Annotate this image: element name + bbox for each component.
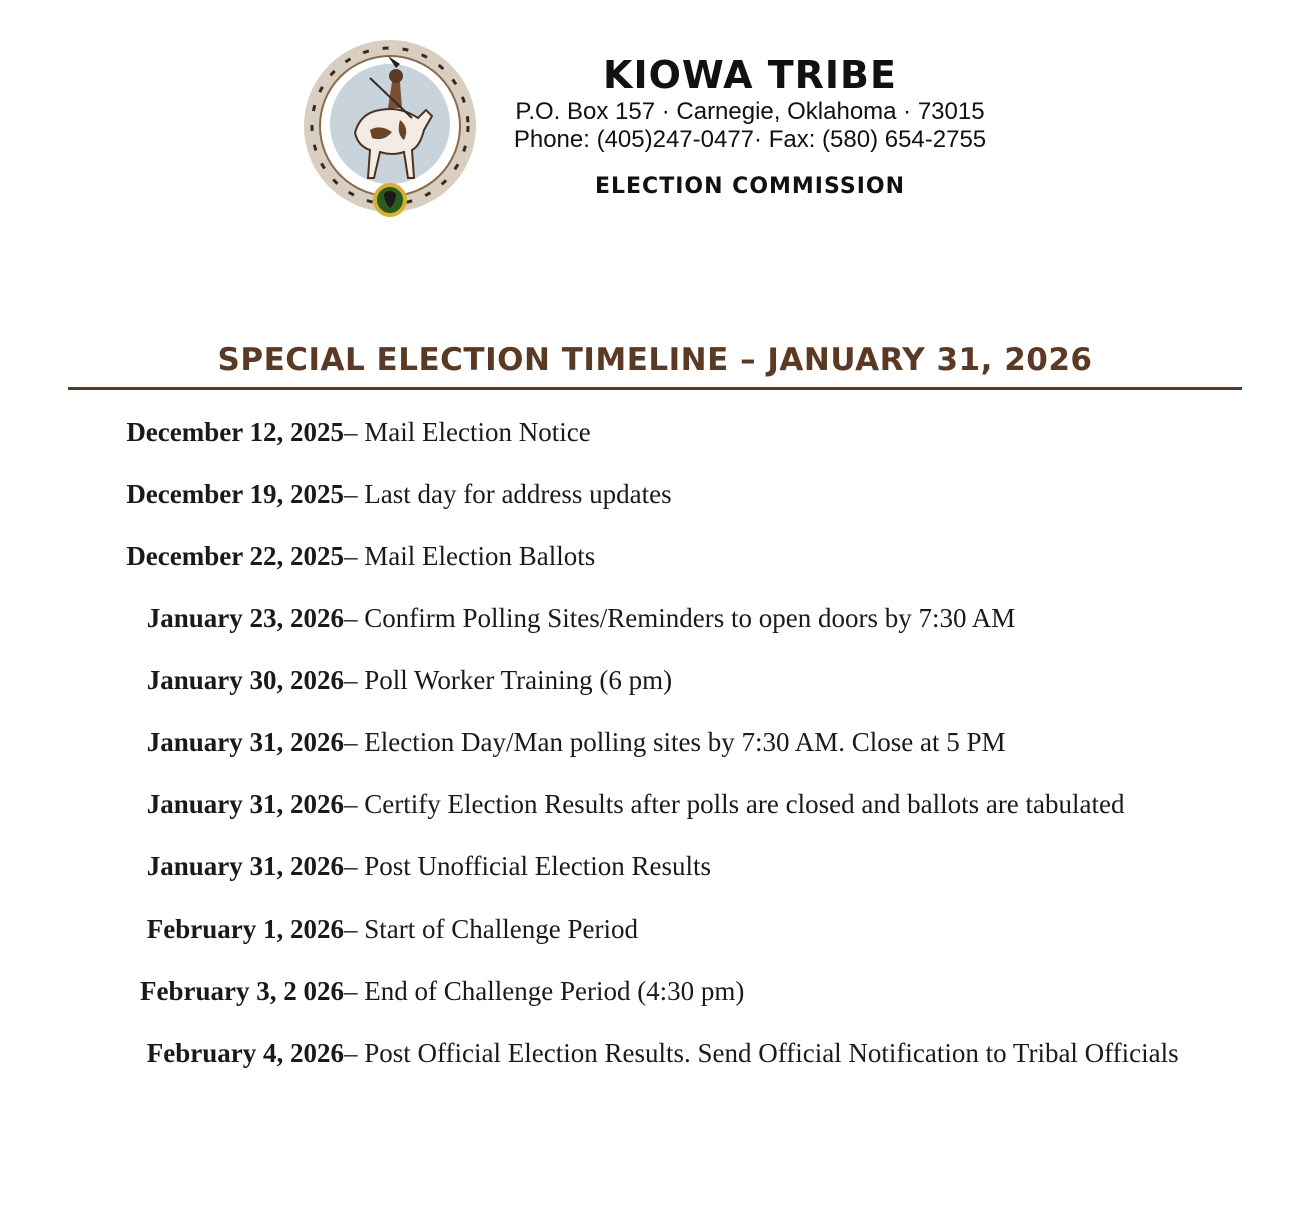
timeline-date: February 4, 2026: [146, 1038, 344, 1068]
timeline-description: – Mail Election Ballots: [344, 541, 596, 571]
address-line: P.O. Box 157 · Carnegie, Oklahoma · 73015: [515, 98, 985, 125]
timeline-item: [0, 722, 1290, 762]
timeline-date: January 31, 2026: [146, 727, 344, 757]
timeline-description: – Election Day/Man polling sites by 7:30 AM. Close at 5 PM: [344, 727, 1006, 757]
commission-name: ELECTION COMMISSION: [594, 174, 905, 199]
timeline-item: [0, 846, 1290, 886]
letterhead: [490, 52, 1010, 199]
timeline-description: – Post Unofficial Election Results: [344, 851, 711, 881]
page-title: SPECIAL ELECTION TIMELINE – JANUARY 31, 2026: [217, 342, 1093, 378]
timeline-date: January 30, 2026: [146, 665, 344, 695]
title-divider: [68, 387, 1242, 390]
timeline-item: [0, 1033, 1290, 1073]
timeline-date: December 22, 2025: [126, 541, 344, 571]
kiowa-tribe-seal: [300, 38, 480, 223]
phone-line: Phone: (405)247-0477· Fax: (580) 654-2755: [513, 126, 987, 153]
timeline-date: December 12, 2025: [126, 417, 344, 447]
timeline-description: – Post Official Election Results. Send Official Notification to Tribal Officials: [344, 1038, 1179, 1068]
timeline-item: [0, 784, 1290, 824]
timeline-description: – Poll Worker Training (6 pm): [344, 665, 673, 695]
timeline-description: – Start of Challenge Period: [344, 914, 638, 944]
timeline-date: January 31, 2026: [146, 789, 344, 819]
timeline-date: December 19, 2025: [126, 479, 344, 509]
timeline-description: – End of Challenge Period (4:30 pm): [344, 976, 745, 1006]
timeline-item: [0, 909, 1290, 949]
timeline-item: [0, 598, 1290, 638]
timeline-item: [0, 971, 1290, 1011]
timeline-description: – Mail Election Notice: [344, 417, 591, 447]
timeline-description: – Certify Election Results after polls are closed and ballots are tabulated: [344, 789, 1125, 819]
timeline-date: February 3, 2 026: [140, 976, 344, 1006]
timeline-description: – Last day for address updates: [344, 479, 672, 509]
timeline-item: [0, 412, 1290, 452]
timeline-date: January 23, 2026: [146, 603, 344, 633]
timeline-description: – Confirm Polling Sites/Reminders to open doors by 7:30 AM: [344, 603, 1016, 633]
timeline-item: [0, 474, 1290, 514]
timeline-date: January 31, 2026: [146, 851, 344, 881]
bottom-emblem-icon: [375, 185, 405, 215]
org-name: KIOWA TRIBE: [603, 53, 897, 97]
timeline-item: [0, 660, 1290, 700]
timeline-date: February 1, 2026: [146, 914, 344, 944]
timeline-item: [0, 536, 1290, 576]
